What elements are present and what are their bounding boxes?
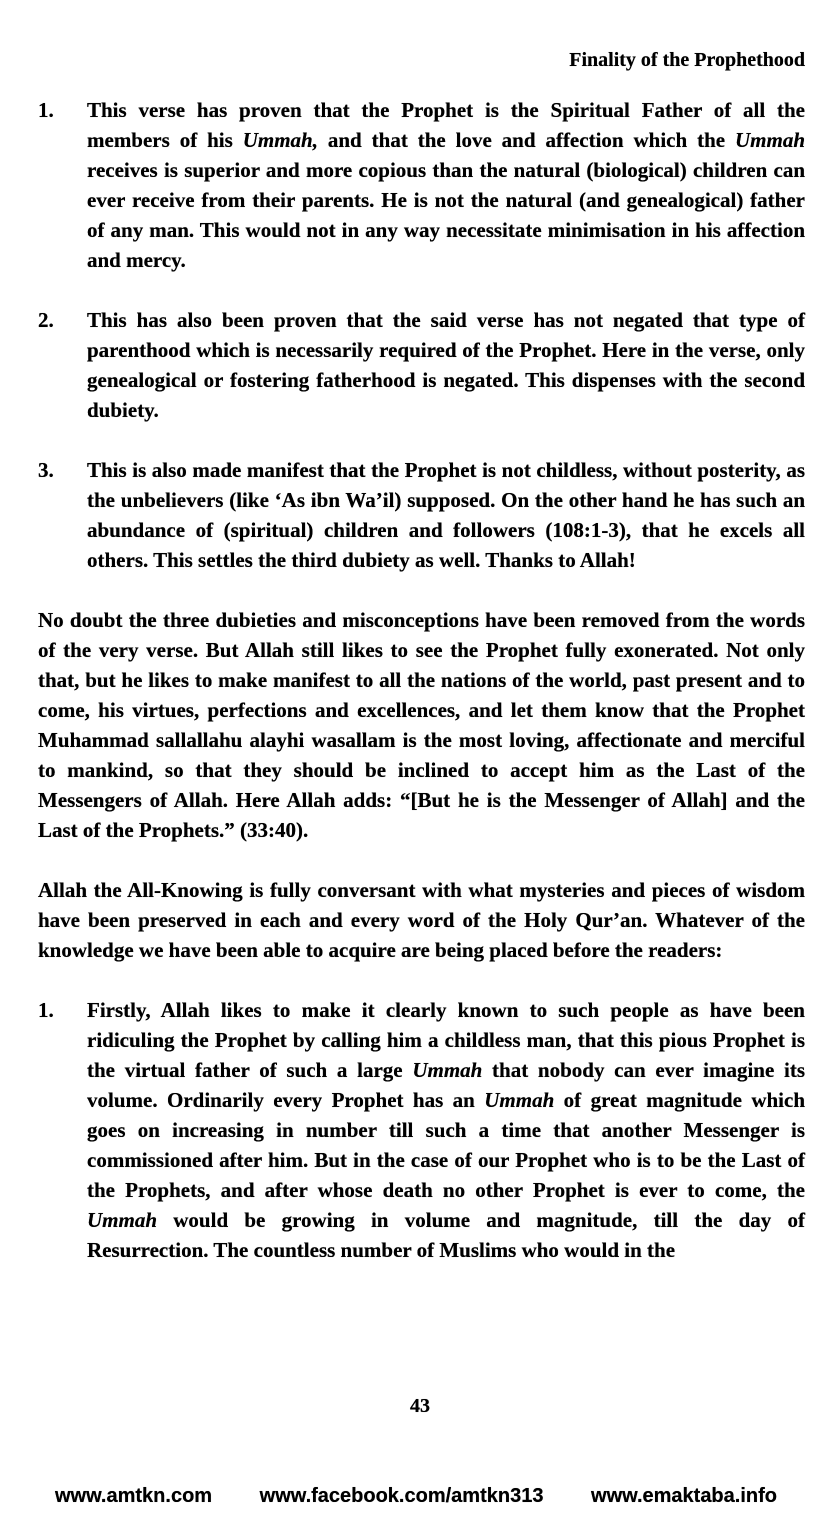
numbered-list-item [38, 455, 805, 575]
list-item-number: 1. [38, 998, 54, 1022]
list-item-number: 1. [38, 98, 54, 122]
list-item-text: This has also been proven that the said verse has not negated that type of parenthood which is necessarily required of the Prophet. Here in the verse, only genealogical or fostering fatherhood is negated. This dispenses with the second dubiety. [87, 308, 805, 422]
list-item-number: 3. [38, 458, 54, 482]
numbered-list-item [38, 95, 805, 275]
list-item-number: 2. [38, 308, 54, 332]
list-item-text: Firstly, Allah likes to make it clearly known to such people as have been ridiculing the Prophet by calling him a childless man, that this pious Prophet is the virtual father of such a large Ummah that nobody can ever imagine its volume. Ordinarily every Prophet has an Ummah of great magnitude which goes on increasing in number till such a time that another Messenger is commissioned after him. But in the case of our Prophet who is to be the Last of the Prophets, and after whose death no other Prophet is ever to come, the Ummah would be growing in volume and magnitude, till the day of Resurrection. The countless number of Muslims who would in the [87, 998, 806, 1262]
paragraph: No doubt the three dubieties and misconceptions have been removed from the words of the very verse. But Allah still likes to see the Prophet fully exonerated. Not only that, but he likes to make manifest to all the nations of the world, past present and to come, his virtues, perfections and excellences, and let them know that the Prophet Muhammad sallallahu alayhi wasallam is the most loving, affectionate and merciful to mankind, so that they should be inclined to accept him as the Last of the Messengers of Allah. Here Allah adds: “[But he is the Messenger of Allah] and the Last of the Prophets.” (33:40). [38, 608, 805, 842]
footer [55, 1484, 777, 1508]
running-header: Finality of the Prophethood [569, 49, 805, 71]
footer-link-amtkn: www.amtkn.com [55, 1485, 213, 1507]
numbered-list-item [38, 305, 805, 425]
numbered-list-item [38, 995, 805, 1265]
page-number: 43 [410, 1395, 430, 1417]
list-item-text: This is also made manifest that the Prophet is not childless, without posterity, as the unbelievers (like ‘As ibn Wa’il) supposed. On the other hand he has such an abundance of (spiritual) children and followers (108:1-3), that he excels all others. This settles the third dubiety as well. Thanks to Allah! [87, 458, 805, 572]
footer-link-emaktaba: www.emaktaba.info [591, 1485, 777, 1507]
page-content [38, 48, 805, 1295]
list-item-text: This verse has proven that the Prophet is the Spiritual Father of all the members of his Ummah, and that the love and affection which the Ummah receives is superior and more copious than the natural (biological) children can ever receive from their parents. He is not the natural (and genealogical) father of any man. This would not in any way necessitate minimisation in his affection and mercy. [87, 98, 805, 272]
footer-link-facebook: www.facebook.com/amtkn313 [259, 1485, 544, 1507]
paragraph: Allah the All-Knowing is fully conversant with what mysteries and pieces of wisdom have been preserved in each and every word of the Holy Qur’an. Whatever of the knowledge we have been able to acquire are being placed before the readers: [38, 878, 805, 962]
